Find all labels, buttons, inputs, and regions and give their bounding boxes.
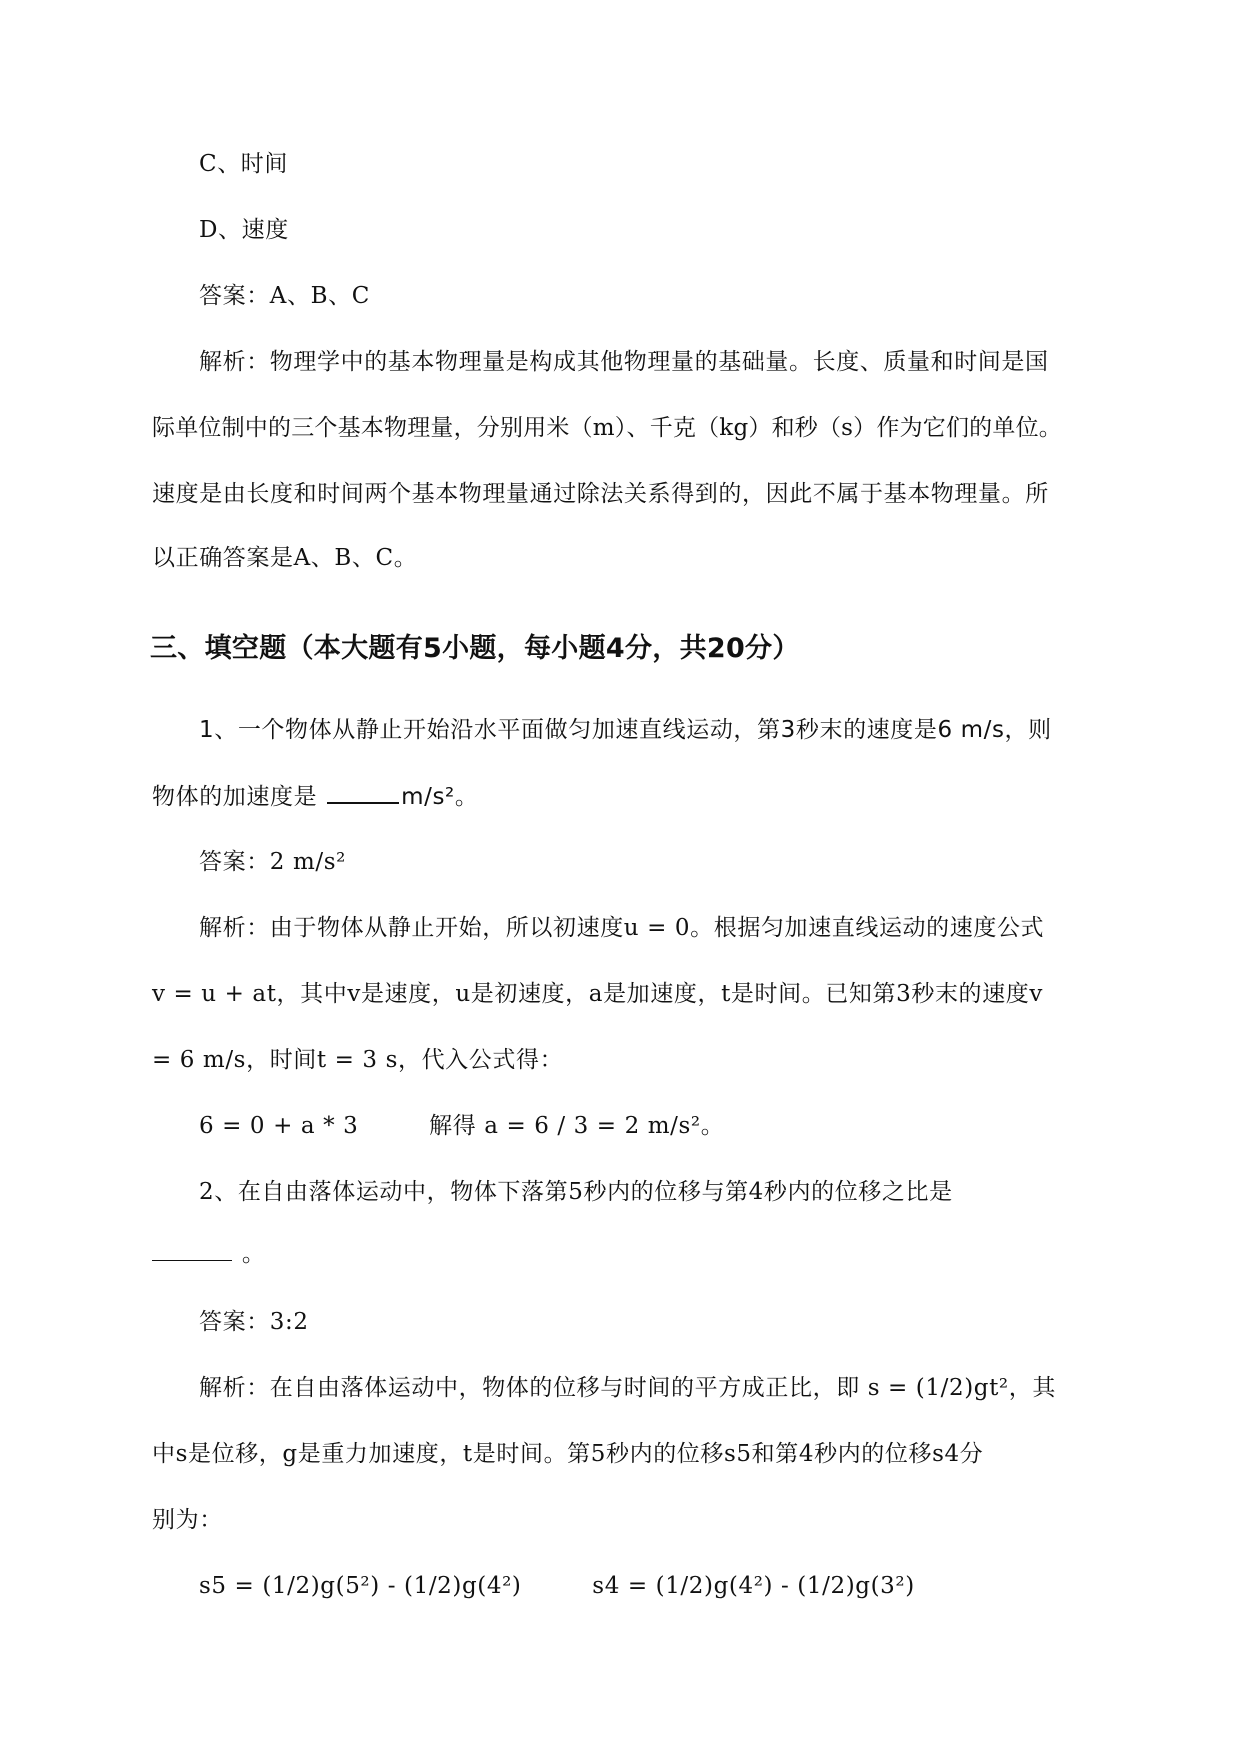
analysis-line-3: 速度是由长度和时间两个基本物理量通过除法关系得到的，因此不属于基本物理量。所 (152, 481, 1049, 507)
analysis-line-1: 解析：物理学中的基本物理量是构成其他物理量的基础量。长度、质量和时间是国 (199, 349, 1049, 375)
q2-analysis-line-2: 中s是位移，g是重力加速度，t是时间。第5秒内的位移s5和第4秒内的位移s4分 (152, 1441, 984, 1467)
answer-text: 答案：A、B、C (199, 283, 370, 309)
analysis-line-2: 际单位制中的三个基本物理量，分别用米（m）、千克（kg）和秒（s）作为它们的单位。 (152, 415, 1062, 441)
q1-analysis-line-1: 解析：由于物体从静止开始，所以初速度u = 0。根据匀加速直线运动的速度公式 (199, 915, 1045, 941)
q2-line-1: 2、在自由落体运动中，物体下落第5秒内的位移与第4秒内的位移之比是 (199, 1179, 953, 1205)
q1-analysis-line-2: v = u + at，其中v是速度，u是初速度，a是加速度，t是时间。已知第3秒末的速度v (152, 981, 1043, 1007)
q2-line-2-suffix: 。 (241, 1241, 266, 1267)
section-heading: 三、填空题（本大题有5小题，每小题4分，共20分） (150, 633, 800, 664)
q2-analysis-line-1: 解析：在自由落体运动中，物体的位移与时间的平方成正比，即 s = (1/2)gt²，其 (199, 1375, 1056, 1401)
analysis-line-4: 以正确答案是A、B、C。 (152, 545, 418, 571)
q1-line-1: 1、一个物体从静止开始沿水平面做匀加速直线运动，第3秒末的速度是6 m/s，则 (199, 717, 1052, 743)
q1-line-2-prefix: 物体的加速度是 (152, 784, 318, 810)
q1-line-2-suffix: m/s²。 (401, 784, 479, 810)
q2-equation: s5 = (1/2)g(5²) - (1/2)g(4²) s4 = (1/2)g(4²) - (1/2)g(3²) (199, 1573, 915, 1599)
fill-blank[interactable] (327, 780, 399, 804)
fill-blank[interactable] (152, 1238, 232, 1261)
q1-line-2 (152, 780, 478, 813)
option-c: C、时间 (199, 151, 288, 177)
q1-answer: 答案：2 m/s² (199, 849, 346, 875)
q2-analysis-line-3: 别为： (152, 1507, 223, 1533)
q2-answer: 答案：3:2 (199, 1309, 309, 1335)
q1-equation: 6 = 0 + a * 3 解得 a = 6 / 3 = 2 m/s²。 (199, 1113, 725, 1139)
q1-analysis-line-3: = 6 m/s，时间t = 3 s，代入公式得： (152, 1047, 564, 1073)
option-d: D、速度 (199, 217, 289, 243)
q2-line-2 (152, 1238, 266, 1270)
